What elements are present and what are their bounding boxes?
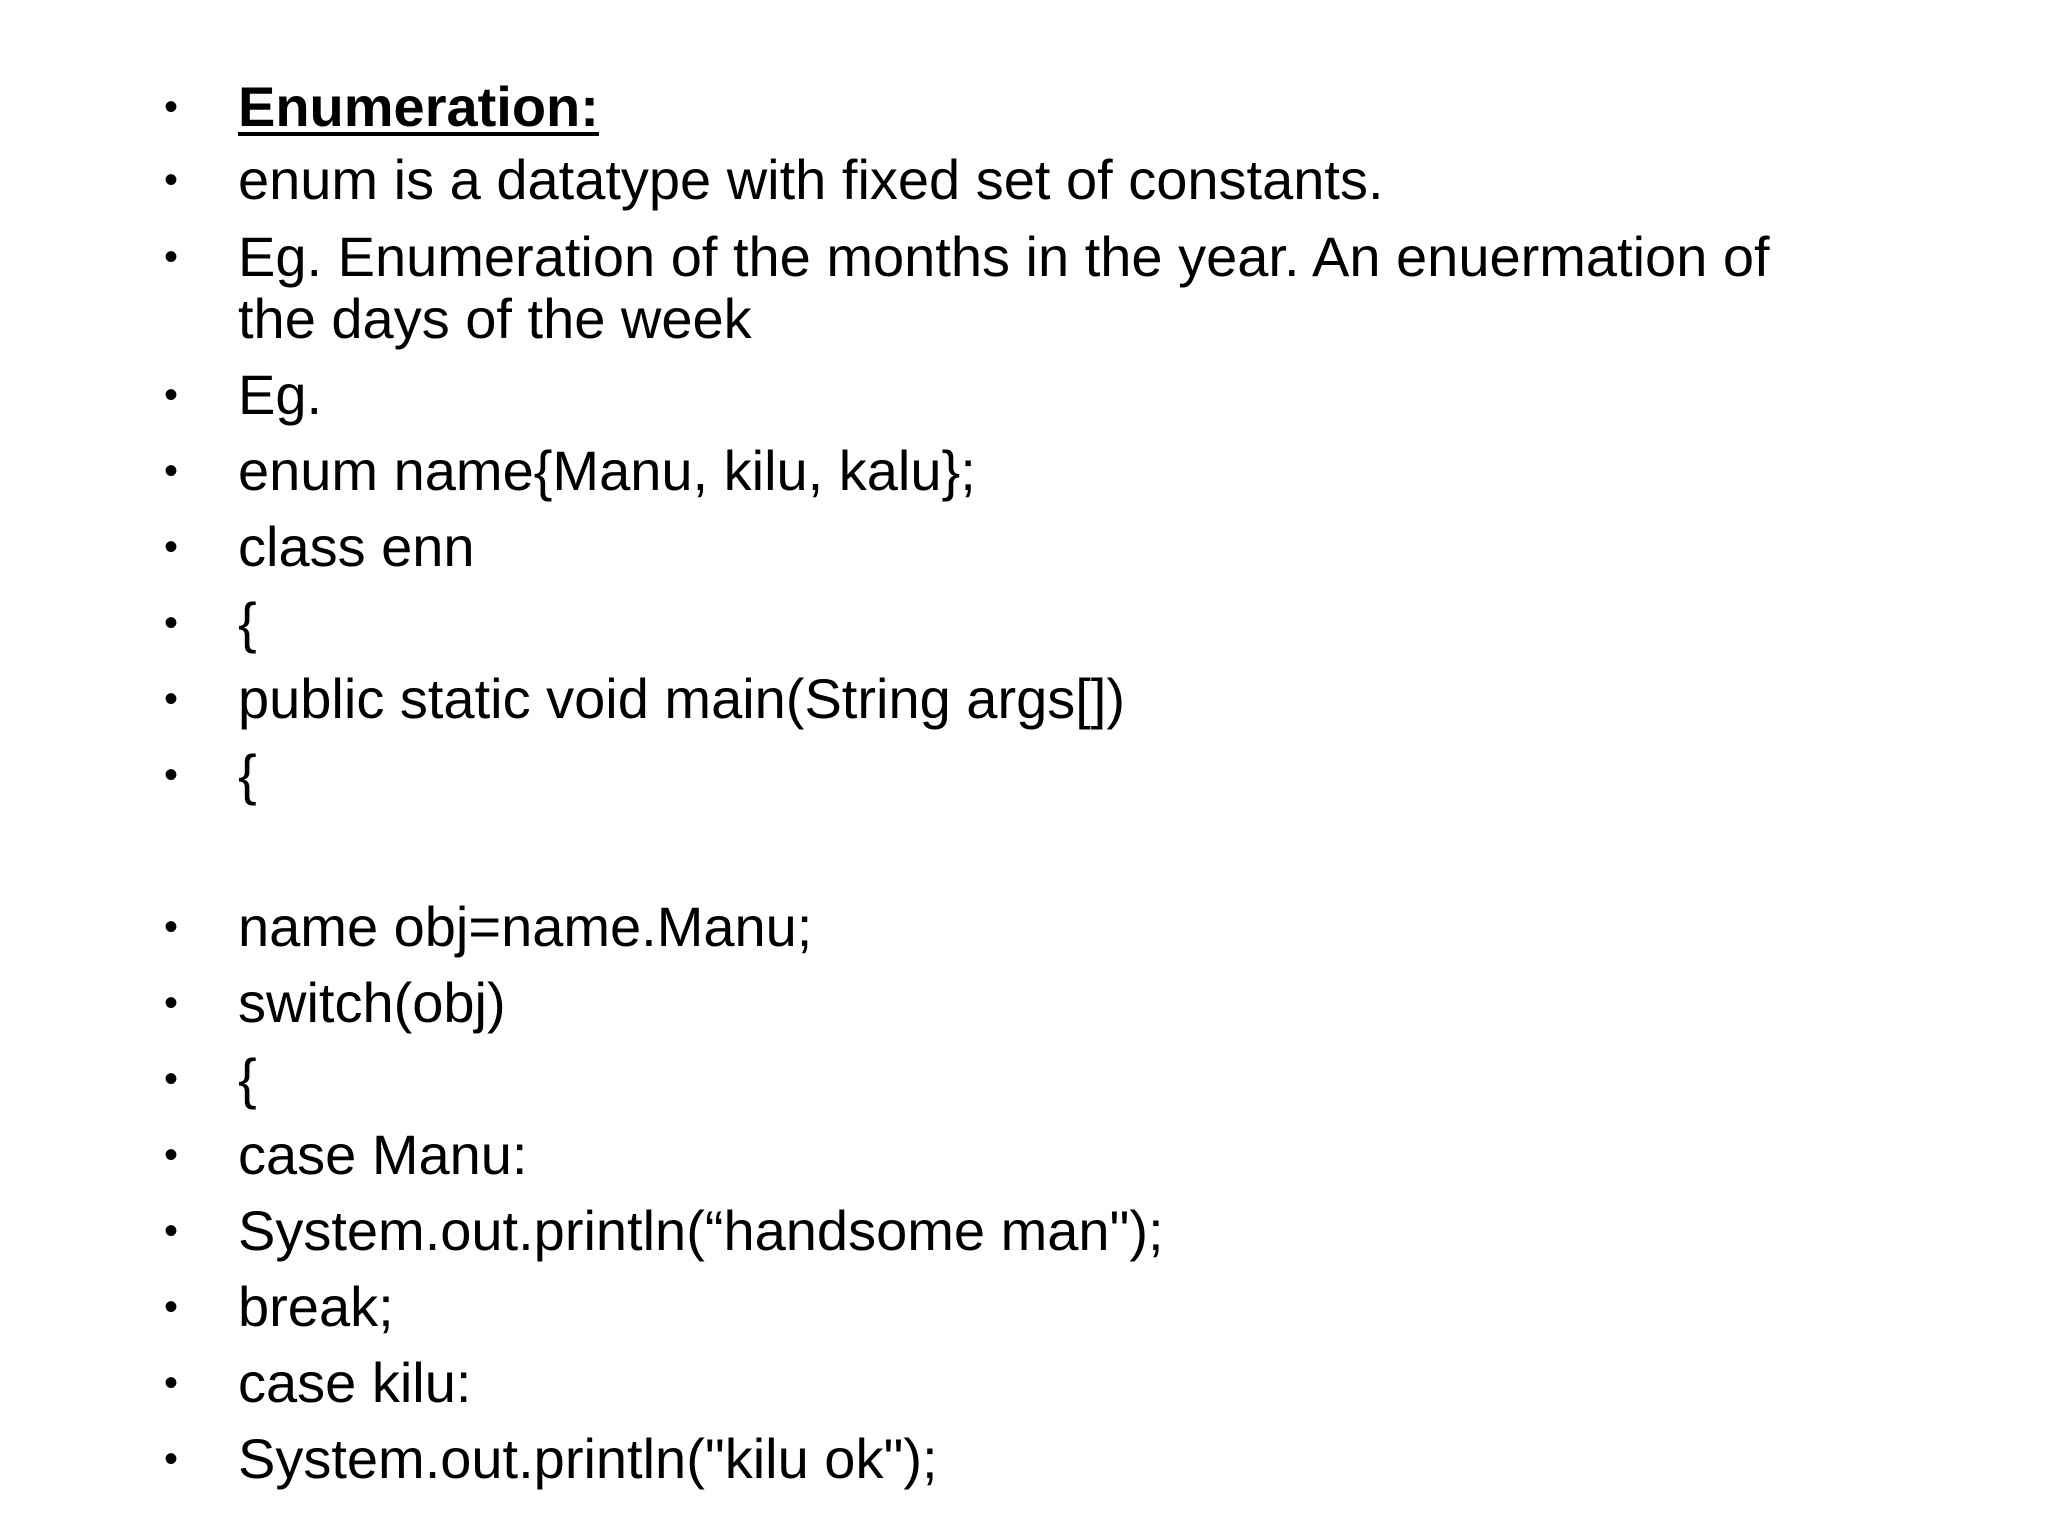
list-item	[0, 1428, 2048, 1490]
slide-heading: Enumeration:	[238, 75, 599, 138]
bullet-icon: •	[163, 373, 178, 417]
bullet-icon: •	[163, 1209, 178, 1253]
list-item	[0, 440, 2048, 502]
bullet-icon: •	[163, 525, 178, 569]
bullet-icon: •	[163, 449, 178, 493]
list-item	[0, 1048, 2048, 1110]
bullet-icon: •	[163, 85, 178, 129]
bullet-text: System.out.println("kilu ok");	[238, 1427, 938, 1490]
bullet-text: Eg. Enumeration of the months in the year. An enuermation of the days of the week	[238, 225, 1770, 350]
bullet-icon: •	[163, 158, 178, 202]
bullet-text: System.out.println(“handsome man");	[238, 1199, 1164, 1262]
bullet-text: Eg.	[238, 363, 323, 426]
bullet-icon: •	[163, 753, 178, 797]
list-item	[0, 1352, 2048, 1414]
bullet-icon: •	[163, 601, 178, 645]
list-item	[0, 364, 2048, 426]
bullet-icon: •	[163, 1057, 178, 1101]
bullet-icon: •	[163, 905, 178, 949]
bullet-text: {	[238, 743, 257, 806]
list-item	[0, 149, 2048, 211]
list-item	[0, 896, 2048, 958]
list-item	[0, 668, 2048, 730]
bullet-text: enum is a datatype with fixed set of constants.	[238, 148, 1384, 211]
bullet-icon: •	[163, 981, 178, 1025]
list-item	[0, 1276, 2048, 1338]
list-item	[0, 1124, 2048, 1186]
bullet-text: switch(obj)	[238, 971, 506, 1034]
list-item	[0, 744, 2048, 806]
bullet-icon: •	[163, 677, 178, 721]
list-item	[0, 592, 2048, 654]
list-item	[0, 972, 2048, 1034]
bullet-icon: •	[163, 1437, 178, 1481]
bullet-text: {	[238, 1047, 257, 1110]
list-item	[0, 516, 2048, 578]
list-item-heading	[0, 76, 2048, 138]
bullet-icon: •	[163, 235, 178, 279]
bullet-icon: •	[163, 1133, 178, 1177]
bullet-text: name obj=name.Manu;	[238, 895, 813, 958]
bullet-text: {	[238, 591, 257, 654]
bullet-icon: •	[163, 1361, 178, 1405]
bullet-text: public static void main(String args[])	[238, 667, 1126, 730]
bullet-text: enum name{Manu, kilu, kalu};	[238, 439, 976, 502]
bullet-text: case kilu:	[238, 1351, 472, 1414]
bullet-text: class enn	[238, 515, 475, 578]
bullet-text: case Manu:	[238, 1123, 528, 1186]
list-item	[0, 1200, 2048, 1262]
bullet-text: break;	[238, 1275, 394, 1338]
bullet-icon: •	[163, 1285, 178, 1329]
list-item	[0, 226, 2048, 350]
